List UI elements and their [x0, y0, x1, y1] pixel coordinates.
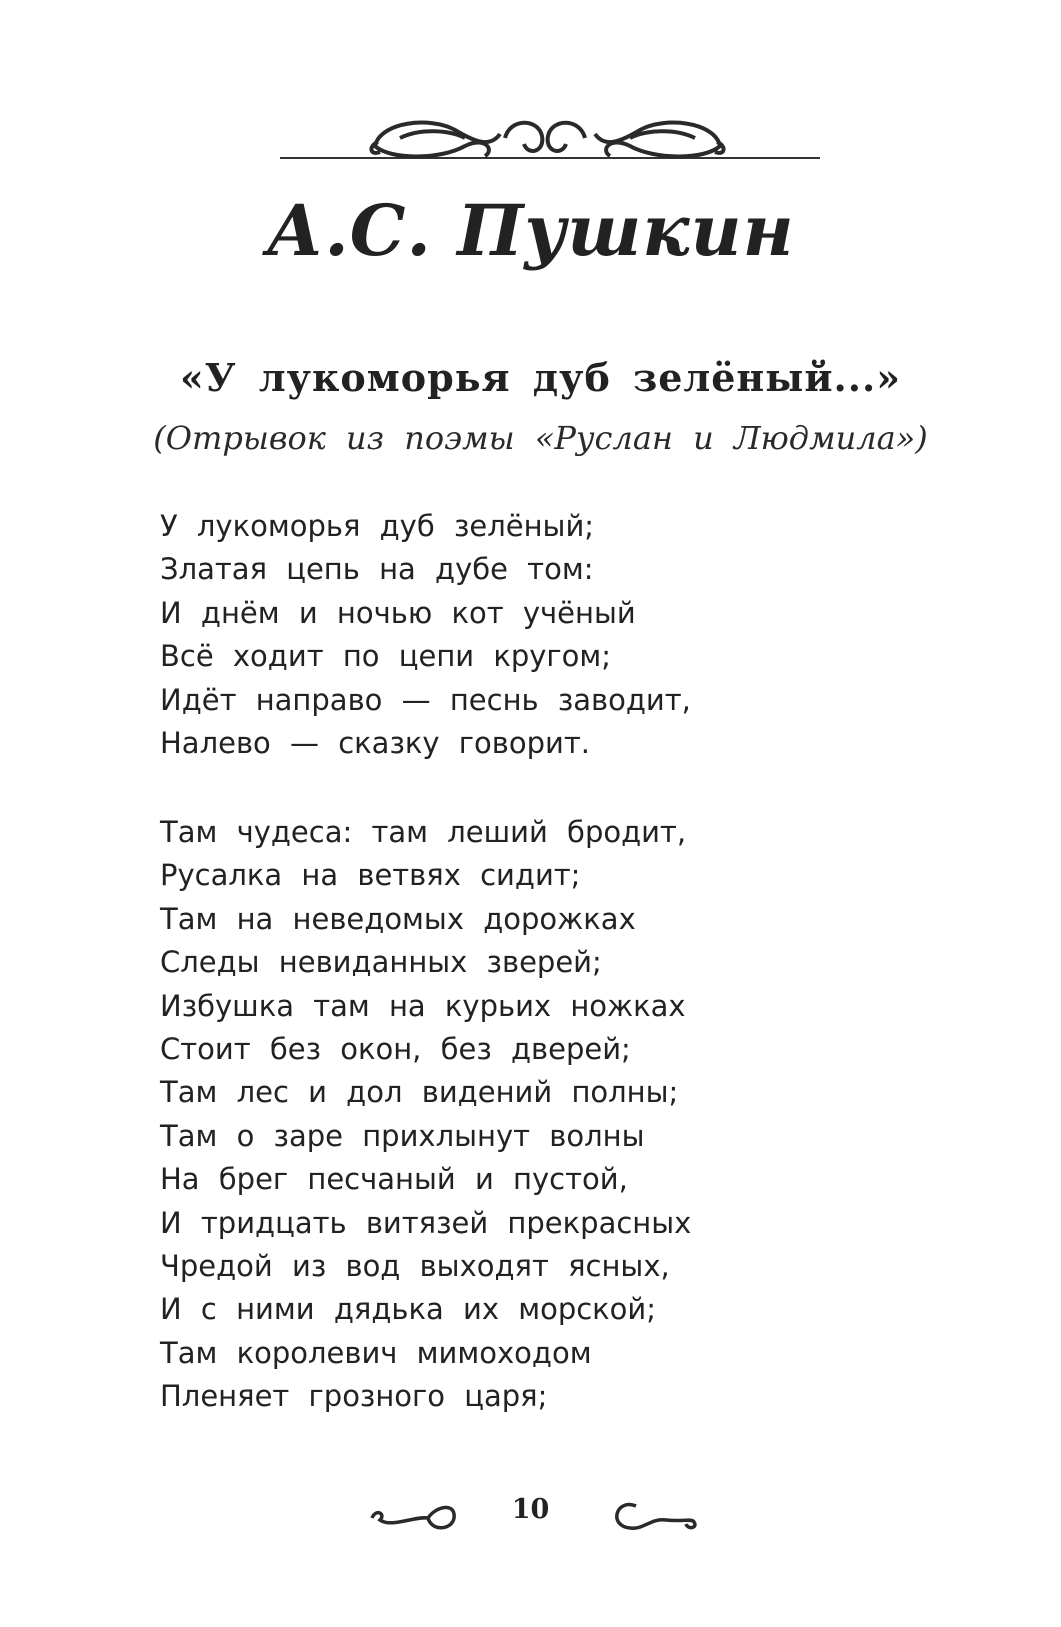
verse-line: Избушка там на курьих ножках: [160, 988, 686, 1023]
verse-line: И днём и ночью кот учёный: [160, 595, 636, 630]
verse-line: Идёт направо — песнь заводит,: [160, 682, 691, 717]
header-ornament: [280, 108, 840, 178]
flourish-right: [595, 123, 724, 157]
verse-line: Чредой из вод выходят ясных,: [160, 1248, 670, 1283]
verse-line: Русалка на ветвях сидит;: [160, 858, 581, 893]
verse-line: И с ними дядька их морской;: [160, 1292, 657, 1327]
verse-line: Следы невиданных зверей;: [160, 945, 602, 980]
verse-line: Пленяет грозного царя;: [160, 1379, 548, 1414]
verse-line: Там на неведомых дорожках: [160, 901, 636, 936]
verse-line: И тридцать витязей прекрасных: [160, 1205, 692, 1240]
stanza-2: [160, 811, 880, 1418]
verse-line: Там о заре прихлынут волны: [160, 1118, 645, 1153]
verse-line: Там чудеса: там леший бродит,: [160, 815, 687, 849]
verse-line: На брег песчаный и пустой,: [160, 1162, 628, 1197]
poem-subtitle: (Отрывок из поэмы «Руслан и Людмила»): [153, 419, 928, 457]
flourish-center: [505, 123, 585, 151]
verse-line: У лукоморья дуб зелёный;: [160, 509, 595, 543]
page-number: 10: [511, 1494, 550, 1525]
verse-line: Стоит без окон, без дверей;: [160, 1031, 631, 1066]
verse-line: Златая цепь на дубе том:: [160, 552, 594, 587]
flourish-left: [371, 123, 500, 157]
poem-title: «У лукоморья дуб зелёный...»: [180, 355, 901, 400]
stanza-1: [160, 505, 880, 765]
verse-line: Там королевич мимоходом: [160, 1335, 592, 1370]
author-name: А.С. Пушкин: [266, 189, 795, 272]
verse-line: Там лес и дол видений полны;: [160, 1075, 679, 1110]
verse-line: Налево — сказку говорит.: [160, 725, 590, 760]
verse-line: Всё ходит по цепи кругом;: [160, 639, 612, 674]
